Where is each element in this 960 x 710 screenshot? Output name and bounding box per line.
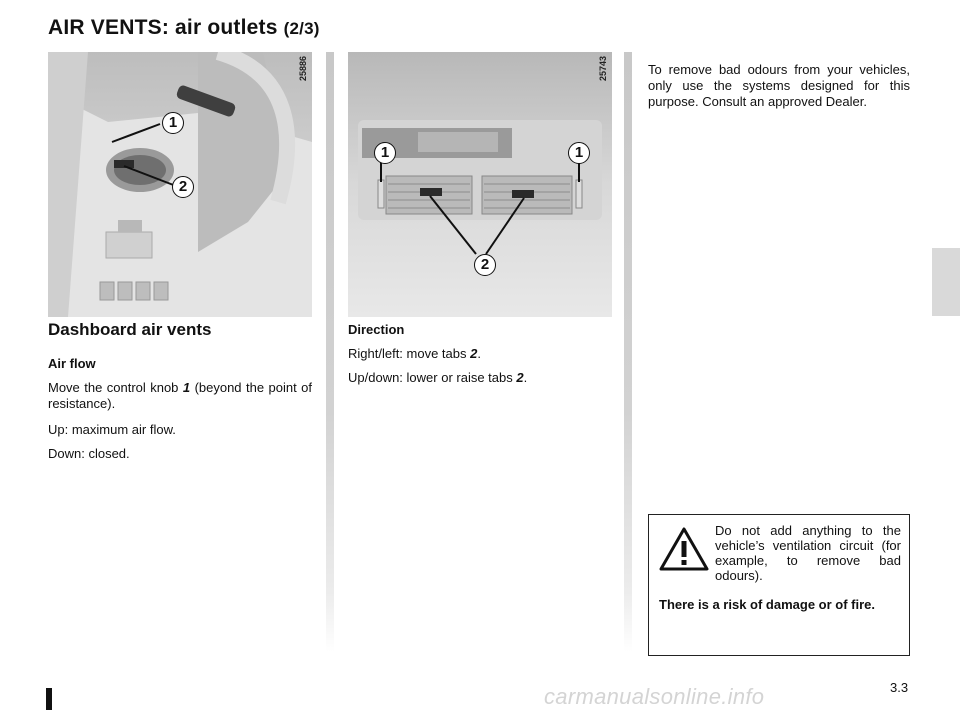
- paragraph-up-down-a: Up/down: lower or raise tabs: [348, 370, 513, 385]
- paragraph-right-left-a: Right/left: move tabs: [348, 346, 467, 361]
- chapter-thumb-tab: [932, 248, 960, 316]
- subheading-air-flow: Air flow: [48, 356, 96, 371]
- subheading-direction: Direction: [348, 322, 405, 337]
- ref-number-2b: 2: [516, 370, 524, 385]
- paragraph-control-knob-a: Move the control knob: [48, 380, 179, 395]
- callout-2-left: 2: [172, 176, 194, 198]
- callout-1-middle-left: 1: [374, 142, 396, 164]
- page-title-part: (2/3): [283, 19, 320, 38]
- paragraph-down: Down: closed.: [48, 446, 130, 461]
- figure-ref-middle: 25743: [598, 56, 608, 82]
- paragraph-right-left-end: .: [477, 346, 481, 361]
- warning-bold-text: There is a risk of damage or of fire.: [659, 597, 876, 612]
- warning-triangle-icon: [659, 527, 709, 571]
- section-heading-dashboard-air-vents: Dashboard air vents: [48, 320, 212, 339]
- figure-dashboard-center-vents: [348, 52, 612, 317]
- paragraph-up: Up: maximum air flow.: [48, 422, 176, 437]
- callout-2-middle: 2: [474, 254, 496, 276]
- paragraph-right-left: [348, 346, 612, 362]
- paragraph-up-down-end: .: [523, 370, 528, 385]
- ref-number-1: 1: [182, 380, 191, 395]
- dashboard-center-illustration: [348, 52, 612, 317]
- page-title: [48, 16, 320, 40]
- column-divider-left: [326, 52, 334, 652]
- column-divider-right: [624, 52, 632, 652]
- paragraph-bad-odours: To remove bad odours from your vehicles, only use the systems designed for this purpose. Consult an approved Dealer.: [648, 62, 910, 109]
- ref-number-2a: 2: [470, 346, 478, 361]
- corner-mark: [46, 688, 52, 710]
- paragraph-control-knob: [48, 380, 312, 412]
- paragraph-up-down: [348, 370, 612, 386]
- warning-text: Do not add anything to the vehicle’s ventilation circuit (for example, to remove bad odours).: [715, 523, 901, 583]
- paragraph-control-knob-b: (beyond the point of resistance).: [48, 380, 312, 411]
- watermark: carmanualsonline.info: [544, 684, 765, 709]
- figure-ref-left: 25886: [298, 56, 308, 82]
- page-number: 3.3: [890, 680, 909, 695]
- callout-1-middle-right: 1: [568, 142, 590, 164]
- warning-box: [648, 514, 910, 656]
- callout-1-left: 1: [162, 112, 184, 134]
- page-title-main: AIR VENTS: air outlets: [48, 16, 278, 39]
